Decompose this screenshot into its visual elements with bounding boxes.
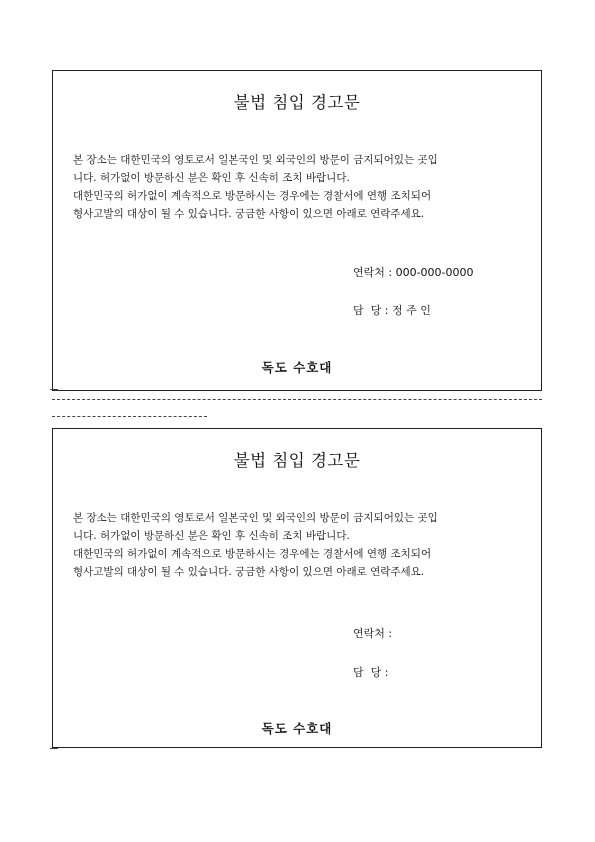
warning-notice xyxy=(52,428,542,748)
corner-tick xyxy=(50,748,58,749)
notice-body-line: 형사고발의 대상이 될 수 있습니다. 궁금한 사항이 있으면 아래로 연락주세요. xyxy=(73,208,425,220)
manager-label: 담 당 : xyxy=(353,666,392,679)
notice-body-line: 대한민국의 허가없이 계속적으로 방문하시는 경우에는 경찰서에 연행 조치되어 xyxy=(73,190,432,202)
contact-value: 000-000-0000 xyxy=(395,266,474,279)
notice-body-line: 형사고발의 대상이 될 수 있습니다. 궁금한 사항이 있으면 아래로 연락주세요. xyxy=(73,566,425,578)
manager-line xyxy=(353,664,392,680)
contact-label: 연락처 : xyxy=(353,266,396,279)
contact-line xyxy=(353,625,396,641)
manager-value: 정 주 인 xyxy=(391,304,431,317)
manager-label: 담 당 : xyxy=(353,304,392,317)
notice-body-line: 니다. 허가없이 방문하신 분은 확인 후 신속히 조치 바랍니다. xyxy=(73,172,350,184)
notice-body-line: 대한민국의 허가없이 계속적으로 방문하시는 경우에는 경찰서에 연행 조치되어 xyxy=(73,548,432,560)
notice-title: 불법 침입 경고문 xyxy=(233,93,361,112)
contact-label: 연락처 : xyxy=(353,627,396,640)
contact-line xyxy=(353,264,474,280)
warning-notice xyxy=(52,70,542,391)
notice-body xyxy=(73,151,533,223)
notice-body-line: 니다. 허가없이 방문하신 분은 확인 후 신속히 조치 바랍니다. xyxy=(73,530,350,542)
cut-line xyxy=(52,399,542,400)
manager-line xyxy=(353,302,431,318)
notice-footer: 독도 수호대 xyxy=(261,360,333,375)
notice-body-line: 본 장소는 대한민국의 영토로서 일본국인 및 외국인의 방문이 금지되어있는 곳입 xyxy=(73,154,438,166)
notice-title: 불법 침입 경고문 xyxy=(233,451,361,470)
cut-line xyxy=(52,416,207,417)
corner-tick xyxy=(50,389,58,390)
notice-body xyxy=(73,509,533,581)
notice-footer: 독도 수호대 xyxy=(261,721,333,736)
notice-body-line: 본 장소는 대한민국의 영토로서 일본국인 및 외국인의 방문이 금지되어있는 곳입 xyxy=(73,512,438,524)
